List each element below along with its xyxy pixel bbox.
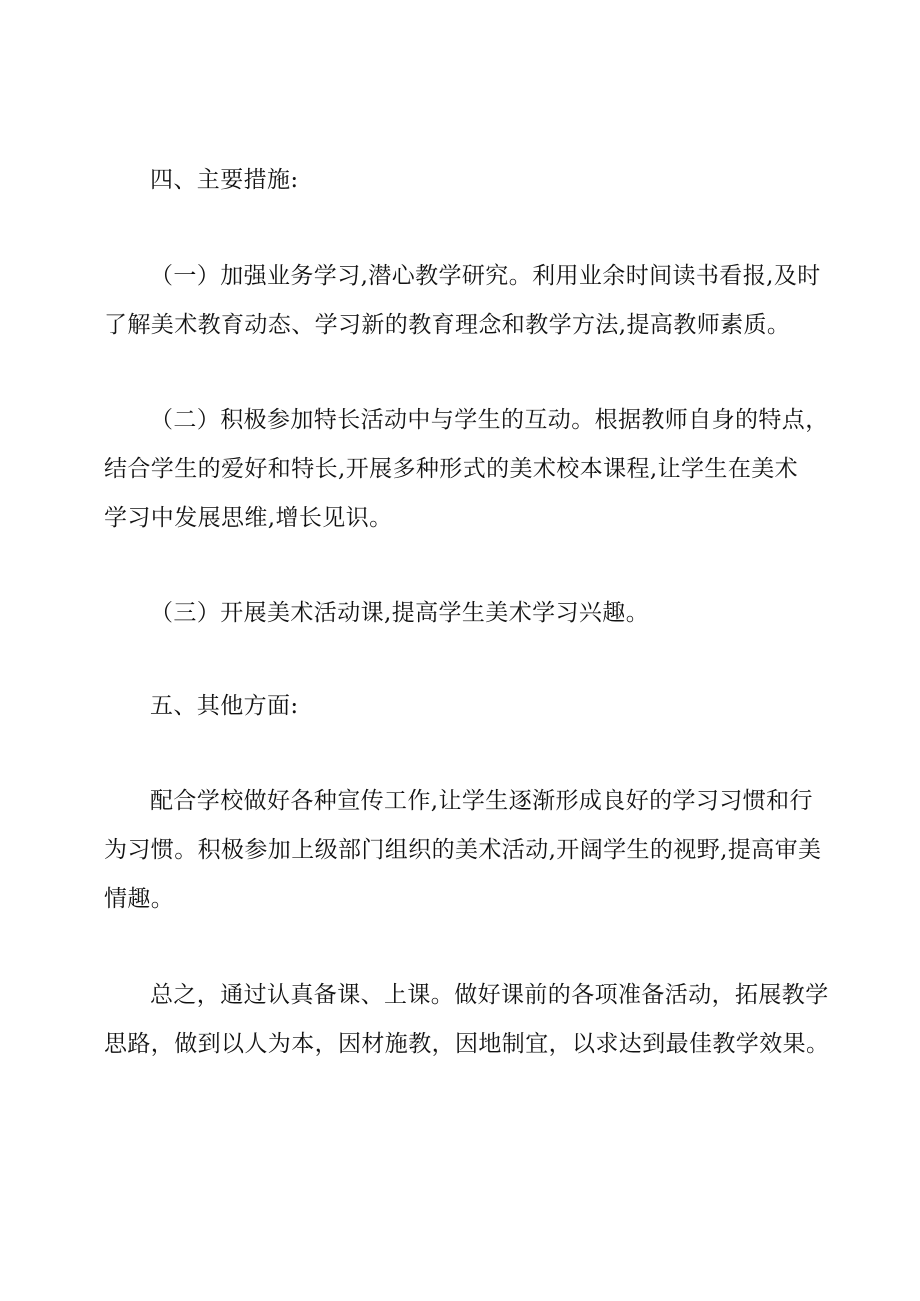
summary-line-2: 思路，做到以人为本，因材施教，因地制宜，以求达到最佳教学效果。 <box>104 1031 830 1057</box>
measure-item-3-line-1: （三）开展美术活动课,提高学生美术学习兴趣。 <box>150 600 650 626</box>
other-aspects-line-1: 配合学校做好各种宣传工作,让学生逐渐形成良好的学习习惯和行 <box>150 788 813 814</box>
section-4-heading <box>104 156 824 205</box>
measure-item-2 <box>104 396 829 543</box>
section-5-heading-text: 五、其他方面: <box>150 693 299 719</box>
measure-item-2-line-2: 结合学生的爱好和特长,开展多种形式的美术校本课程,让学生在美术 <box>104 456 799 482</box>
section-5-heading <box>104 682 824 731</box>
measure-item-2-line-3: 学习中发展思维,增长见识。 <box>104 505 393 531</box>
measure-item-1-line-1: （一）加强业务学习,潜心教学研究。利用业余时间读书看报,及时 <box>150 263 821 289</box>
summary-paragraph <box>104 971 830 1069</box>
summary-line-1: 总之，通过认真备课、上课。做好课前的各项准备活动，拓展教学 <box>150 982 829 1008</box>
section-4-heading-text: 四、主要措施: <box>150 167 299 193</box>
other-aspects-paragraph <box>104 777 824 924</box>
measure-item-2-line-1: （二）积极参加特长活动中与学生的互动。根据教师自身的特点， <box>150 407 829 433</box>
measure-item-1-line-2: 了解美术教育动态、学习新的教育理念和教学方法,提高教师素质。 <box>104 312 791 338</box>
other-aspects-line-2: 为习惯。积极参加上级部门组织的美术活动,开阔学生的视野,提高审美 <box>104 837 822 863</box>
measure-item-3 <box>104 589 824 638</box>
other-aspects-line-3: 情趣。 <box>104 886 175 912</box>
measure-item-1 <box>104 252 824 350</box>
